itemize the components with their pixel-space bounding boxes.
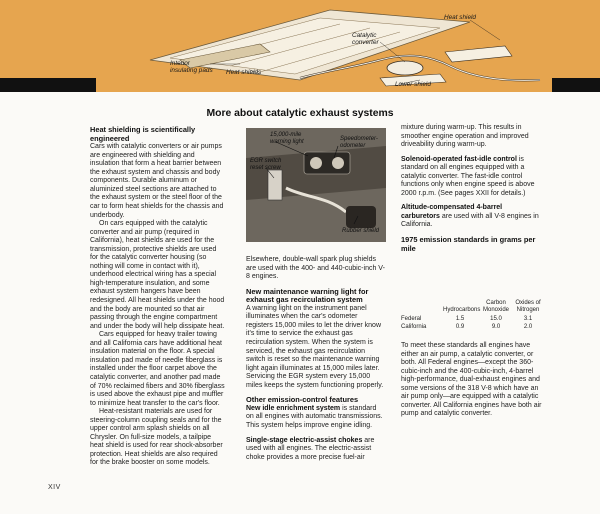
column-right-lower (401, 342, 542, 419)
dashboard-photo (246, 128, 386, 242)
paragraph (246, 437, 386, 463)
table-cell: 1.5 (455, 316, 465, 322)
row-label: Federal (401, 316, 422, 322)
paragraph (401, 204, 542, 230)
row-label: California (401, 324, 427, 330)
table-header-line: Nitrogen (516, 306, 540, 313)
body-text: is standard on all engines equipped with a catalytic converter. The fast-idle control functions only when engine speed is above 2000 r.p.m. (See pages XXII for details.) (401, 155, 535, 197)
paragraph: On cars equipped with the catalytic converter and air pump (required in California), heat shields are used for the transmission, protective shields are used for the catalytic converter housing (so nothing will come in contact with it), underhood electrical wiring has a special high-temperature insulation, and some exhaust system hangers have been redesigned. All heat shields under the hood and the body are mounted so that air passing through the engine compartment and under the body will help dissipate heat. (90, 220, 225, 330)
decorative-bar-right (552, 78, 600, 92)
paragraph: A warning light on the instrument panel illuminates when the car's odometer registers 15,000 miles to let the driver know it's time to service the exhaust gas recirculation system. When the system is serviced, the exhaust gas recirculation switch is reset so the maintenance warning light again illuminates at 15,000 miles later. Servicing the EGR system every 15,000 miles keeps the system functioning properly. (246, 304, 384, 389)
photo-caption: Elsewhere, double-wall spark plug shields are used with the 400- and 440-cubic-inch V-8 engines. (246, 256, 385, 281)
label-rubber-shield: Rubber shield (342, 228, 380, 234)
table-header (511, 300, 545, 313)
table-header-line: Oxides of (515, 300, 541, 306)
heading-heat-shielding: Heat shielding is scientifically engineered (90, 125, 196, 143)
page-title: More about catalytic exhaust systems (206, 108, 394, 119)
heading-other-features: Other emission-control features (246, 395, 359, 405)
lead-text: Solenoid-operated fast-idle control (401, 155, 517, 163)
lead-text: Altitude-compensated 4-barrel carburetors (401, 204, 503, 220)
illustration-band (0, 0, 600, 92)
paragraph: Heat-resistant materials are used for steering-column coupling seals and for the upper control arm splash shields on all Chrysler. On full-size models, a tailpipe heat shield is used for rear shock-absorber protection. Heat shields are also required for the brake booster on some models. (90, 408, 223, 467)
label-speedometer: Speedometer-odometer (340, 136, 378, 149)
callout-heat-shields: Heat shields (226, 69, 262, 76)
paragraph: To meet these standards all engines have either an air pump, a catalytic converter, or both. All Federal engines—except the 360-cubic-inch and the 400-cubic-inch, 4-barrel high-performance, dual-exhaust engines and some versions of the 318 V-8 which have an air pump only—are equipped with a catalytic converter. All California engines have both air pump and catalytic converter. (401, 342, 542, 418)
paragraph: mixture during warm-up. This results in smoother engine operation and improved driveability during warm-up. (401, 124, 529, 149)
heading-maintenance-light: New maintenance warning light for exhaust gas recirculation system (246, 286, 369, 305)
paragraph (246, 405, 386, 431)
lead-text: Single-stage electric-assist chokes (246, 436, 363, 444)
paragraph: Cars with catalytic converters or air pumps are engineered with shielding and insulation that form a heat barrier between the exhaust system and chassis and body components. Durable aluminum or aluminized steel sections are attached to the exhaust system or the steel floor of the car to form heat shields for the chassis and underbody. (90, 143, 224, 219)
body-text: is standard on all engines with automatic transmissions. This system helps improve engine idling. (246, 404, 383, 429)
paragraph (401, 156, 542, 199)
table-cell: 0.9 (455, 324, 465, 330)
label-egr-switch: EGR switch reset screw (250, 158, 282, 171)
table-cell: 15.0 (490, 316, 502, 322)
table-header: Hydrocarbons (443, 307, 481, 313)
callout-lower-shield: Lower shield (395, 81, 431, 88)
page-number: XIV (48, 484, 61, 491)
column-middle (246, 256, 386, 462)
decorative-bar-left (0, 78, 96, 92)
column-left (90, 126, 226, 468)
paragraph: Cars equipped for heavy trailer towing and all California cars have additional heat insulation material on the floor. A special insulation pad made of needle fiberglass is installed under the floor carpet above the catalytic converter, and another pad made of 70% reclaimed fibers and 30% fiberglass is used above the exhaust pipe and muffler to minimize heat transfer to the car's floor. (90, 331, 225, 407)
table-cell: 3.1 (523, 316, 533, 322)
column-right (401, 124, 542, 253)
table-header-line: Carbon (486, 300, 506, 306)
table-cell: 2.0 (523, 324, 533, 330)
callout-catalytic-converter: Catalytic converter (352, 32, 379, 46)
body-text: are used with all V-8 engines in California. (401, 212, 539, 229)
label-warning-light: 15,000-mile warning light (270, 132, 304, 145)
table-header-line: Monoxide (482, 306, 509, 313)
callout-heat-shield: Heat shield (444, 14, 476, 21)
heading-emission-standards: 1975 emission standards in grams per mile (401, 235, 536, 253)
body-text: are used with all engines. The electric-assist choke provides a more precise fuel-air (246, 436, 375, 461)
table-header (481, 300, 511, 313)
callout-interior-pads: Interior insulating pads (170, 60, 213, 74)
table-cell: 9.0 (491, 324, 501, 330)
lead-text: New idle enrichment system (246, 404, 341, 412)
